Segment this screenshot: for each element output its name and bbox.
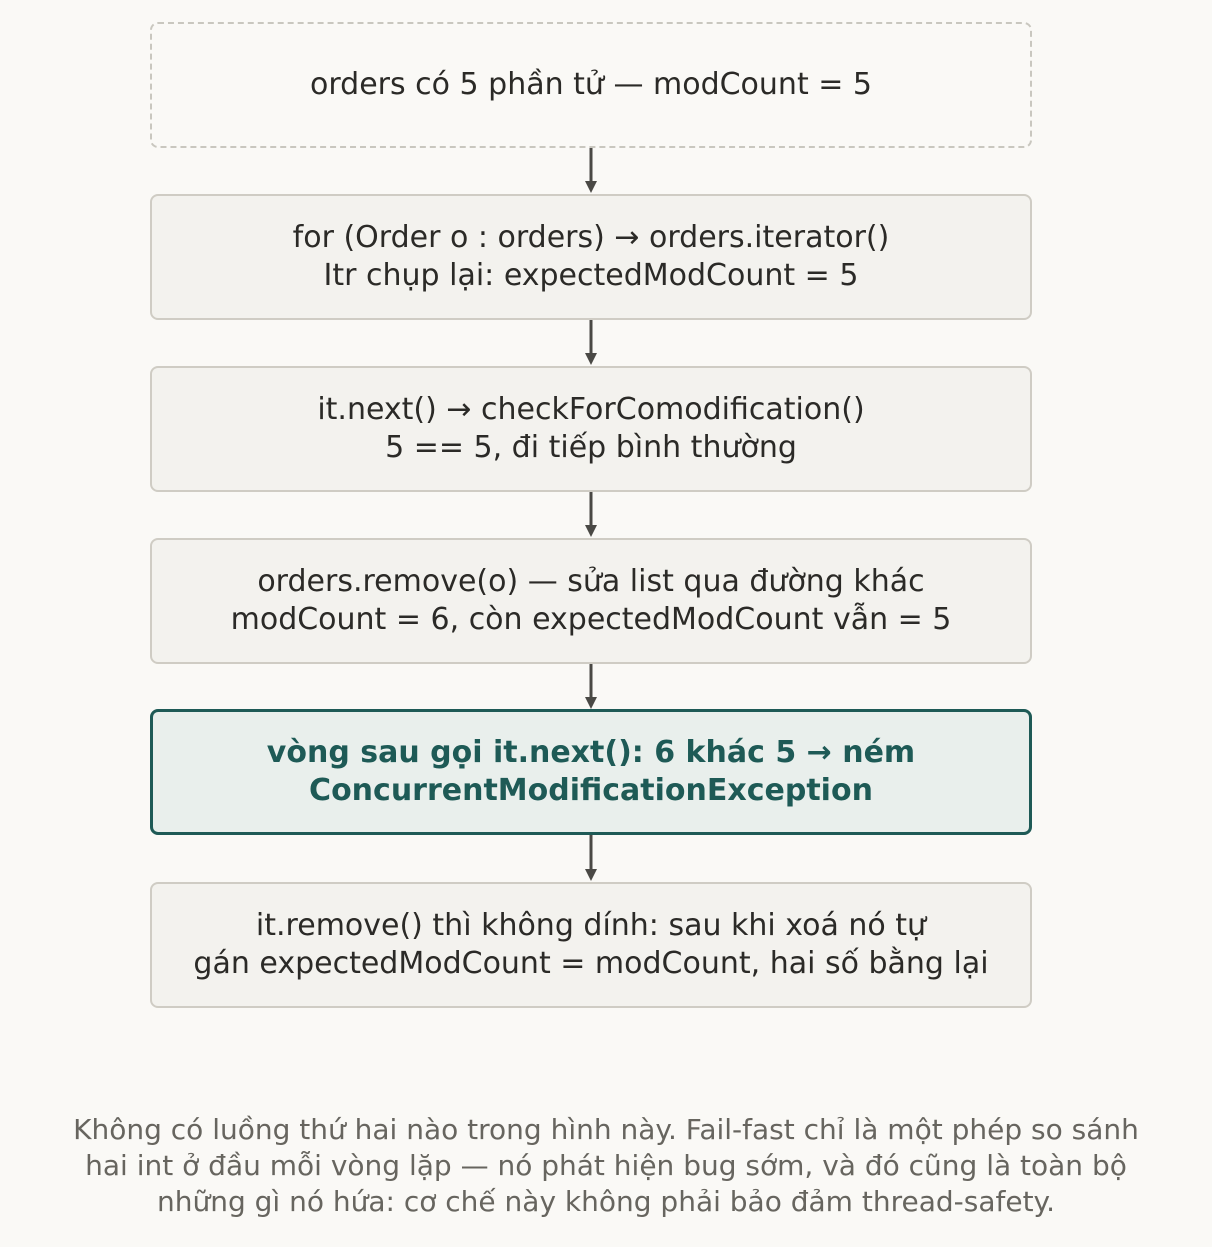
step-6-line-1: it.remove() thì không dính: sau khi xoá nó tự [255, 908, 927, 943]
caption-line-3: những gì nó hứa: cơ chế này không phải bảo đảm thread-safety. [156, 1185, 1056, 1218]
step-exception-thrown [150, 709, 1032, 835]
step-iterator-remove [150, 882, 1032, 1008]
step-3-line-1: it.next() → checkForComodification() [317, 392, 865, 427]
step-5-line-1: vòng sau gọi it.next(): 6 khác 5 → ném [266, 735, 916, 770]
step-2-line-1: for (Order o : orders) → orders.iterator() [292, 220, 890, 255]
step-list-remove [150, 538, 1032, 664]
caption-line-1: Không có luồng thứ hai nào trong hình này. Fail-fast chỉ là một phép so sánh [73, 1113, 1139, 1146]
caption [30, 1112, 1182, 1220]
step-first-next [150, 366, 1032, 492]
step-2-line-2: Itr chụp lại: expectedModCount = 5 [323, 258, 859, 293]
step-3-line-2: 5 == 5, đi tiếp bình thường [385, 430, 797, 465]
step-4-line-2: modCount = 6, còn expectedModCount vẫn = 5 [230, 602, 952, 637]
step-initial-state [150, 22, 1032, 148]
step-1-line-1: orders có 5 phần tử — modCount = 5 [309, 67, 873, 102]
step-create-iterator [150, 194, 1032, 320]
caption-line-2: hai int ở đầu mỗi vòng lặp — nó phát hiện bug sớm, và đó cũng là toàn bộ [85, 1149, 1127, 1182]
step-6-line-2: gán expectedModCount = modCount, hai số bằng lại [193, 946, 989, 981]
step-5-line-2: ConcurrentModificationException [309, 773, 873, 808]
step-4-line-1: orders.remove(o) — sửa list qua đường khác [257, 564, 925, 599]
